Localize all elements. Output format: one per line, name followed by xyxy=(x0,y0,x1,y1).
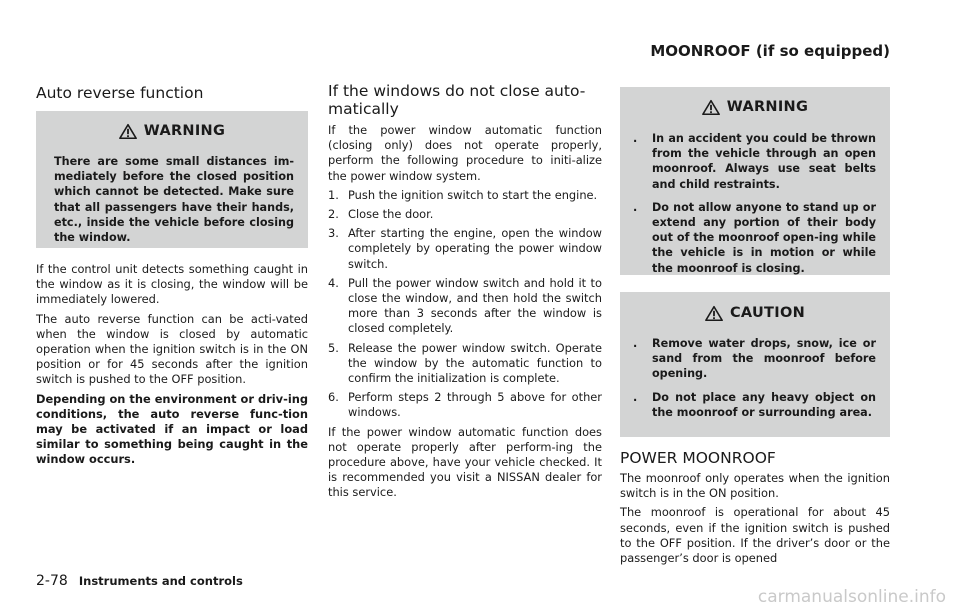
page-number: 2-78 xyxy=(36,573,68,589)
list-item: 1. Push the ignition switch to start the engine. xyxy=(328,187,598,202)
windows-close-body xyxy=(328,123,602,505)
list-item: 2. Close the door. xyxy=(328,207,434,222)
caution-triangle-icon xyxy=(705,305,723,322)
warning-text: There are some small distances im-mediately before the closed position which cannot be detected. Make sure that all passengers have their hands, etc., inside the vehicle before closing the window. xyxy=(54,155,294,245)
warning-header xyxy=(620,96,890,118)
paragraph: If the power window automatic function (closing only) does not operate properly, perform the following procedure to initi-alize the power window system. xyxy=(328,123,602,183)
page-footer xyxy=(36,570,243,589)
paragraph: If the power window automatic function does not operate properly after perform-ing the procedure above, have your vehicle checked. It is recommended you visit a NISSAN dealer for this service. xyxy=(328,424,602,500)
caution-box-moonroof xyxy=(620,292,890,437)
caution-list xyxy=(620,336,890,420)
section-title-auto-reverse: Auto reverse function xyxy=(36,84,204,102)
caution-header xyxy=(620,302,890,324)
watermark: carmanualsonline.info xyxy=(757,587,946,607)
footer-section-label: Instruments and controls xyxy=(78,574,243,588)
paragraph: If the control unit detects something caught in the window as it is closing, the window will be immediately lowered. xyxy=(36,262,308,307)
caution-label: CAUTION xyxy=(729,305,806,321)
section-title-power-moonroof: POWER MOONROOF xyxy=(620,449,776,467)
warning-label: WARNING xyxy=(726,99,809,115)
paragraph-bold: Depending on the environment or driv-ing conditions, the auto reverse func-tion may be activated if an impact or load similar to something being caught in the window occurs. xyxy=(36,391,308,467)
list-item: . Do not allow anyone to stand up or extend any portion of their body out of the moonroof open-ing while the vehicle is in motion or while the moonroof is closing. xyxy=(633,200,876,275)
steps-list xyxy=(328,188,602,421)
paragraph: The moonroof is operational for about 45 seconds, even if the ignition switch is pushed to the OFF position. If the driver’s door or the passenger’s door is opened xyxy=(620,505,890,566)
warning-list xyxy=(620,131,890,276)
warning-header xyxy=(36,120,308,142)
paragraph: The auto reverse function can be acti-vated when the window is closed by automatic operation when the ignition switch is in the ON position or for 45 seconds after the ignition switch is pushed to the OFF position. xyxy=(36,311,308,387)
list-item: . In an accident you could be thrown from the vehicle through an open moonroof. Always use seat belts and child restraints. xyxy=(633,132,876,191)
running-head: MOONROOF (if so equipped) xyxy=(650,42,890,60)
section-title-windows-close: If the windows do not close auto-matically xyxy=(328,82,586,118)
list-item: 5. Release the power window switch. Operate the window by the automatic function to confirm the initialization is complete. xyxy=(328,340,602,386)
list-item: . Remove water drops, snow, ice or sand from the moonroof before opening. xyxy=(633,337,876,381)
warning-triangle-icon xyxy=(119,123,137,140)
paragraph: The moonroof only operates when the ignition switch is in the ON position. xyxy=(620,471,890,501)
warning-triangle-icon xyxy=(702,99,720,116)
list-item: 4. Pull the power window switch and hold it to close the window, and then hold the switch more than 3 seconds after the window is closed completely. xyxy=(328,275,602,336)
list-item: 6. Perform steps 2 through 5 above for other windows. xyxy=(328,390,602,420)
list-item: 3. After starting the engine, open the window completely by operating the power window switch. xyxy=(328,226,602,271)
auto-reverse-body xyxy=(36,262,308,472)
warning-label: WARNING xyxy=(143,123,226,139)
power-moonroof-body xyxy=(620,471,890,570)
warning-box-auto-reverse xyxy=(36,111,308,248)
list-item: . Do not place any heavy object on the moonroof or surrounding area. xyxy=(633,390,876,419)
warning-box-moonroof xyxy=(620,87,890,275)
